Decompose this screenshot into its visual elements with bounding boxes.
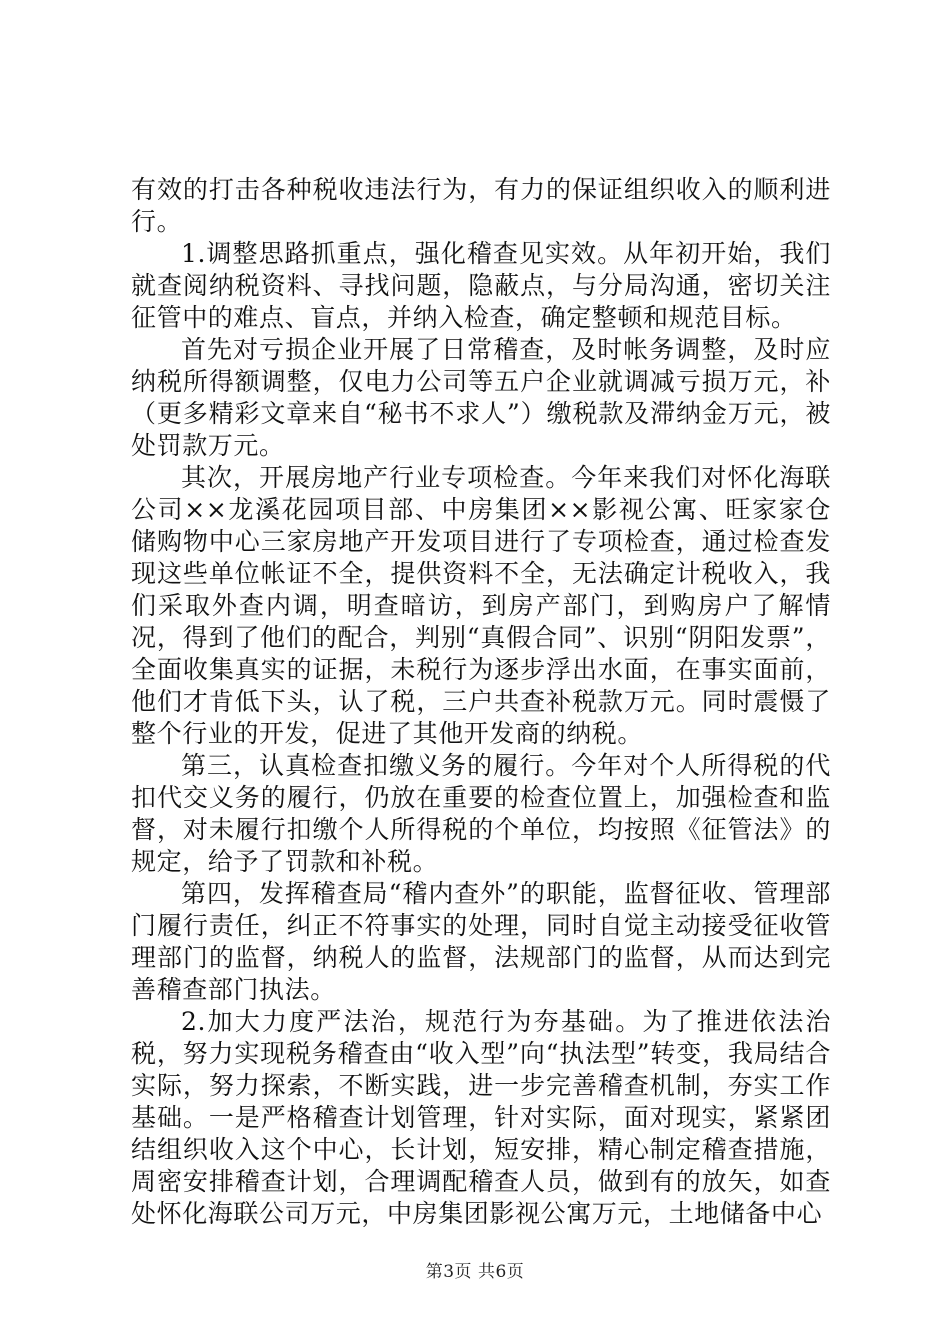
paragraph-real-estate: 其次，开展房地产行业专项检查。今年来我们对怀化海联公司××龙溪花园项目部、中房集团××影视公寓、旺家家仓储购物中心三家房地产开发项目进行了专项检查，通过检查发现这些单位帐证不全，提供资料不全，无法确定计税收入，我们采取外查内调，明查暗访，到房产部门，到购房户了解情况，得到了他们的配合，判别“真假合同”、识别“阴阳发票”，全面收集真实的证据，未税行为逐步浮出水面，在事实面前，他们才肯低下头，认了税，三户共查补税款万元。同时震慑了整个行业的开发，促进了其他开发商的纳税。 [131, 463, 831, 748]
document-body [131, 174, 831, 1230]
paragraph-section-1: 1.调整思路抓重点，强化稽查见实效。从年初开始，我们就查阅纳税资料、寻找问题，隐蔽点，与分局沟通，密切关注征管中的难点、盲点，并纳入检查，确定整顿和规范目标。 [131, 239, 831, 332]
page-footer: 第3页 共6页 [425, 1262, 525, 1282]
paragraph-continuation: 有效的打击各种税收违法行为，有力的保证组织收入的顺利进行。 [131, 175, 831, 236]
paragraph-supervision: 第四，发挥稽查局“稽内查外”的职能，监督征收、管理部门履行责任，纠正不符事实的处理，同时自觉主动接受征收管理部门的监督，纳税人的监督，法规部门的监督，从而达到完善稽查部门执法。 [131, 879, 831, 1004]
paragraph-loss-enterprises: 首先对亏损企业开展了日常稽查，及时帐务调整，及时应纳税所得额调整，仅电力公司等五户企业就调减亏损万元，补（更多精彩文章来自“秘书不求人”）缴税款及滞纳金万元，被处罚款万元。 [131, 335, 831, 460]
paragraph-withholding: 第三，认真检查扣缴义务的履行。今年对个人所得税的代扣代交义务的履行，仍放在重要的检查位置上，加强检查和监督，对未履行扣缴个人所得税的个单位，均按照《征管法》的规定，给予了罚款和补税。 [131, 751, 831, 876]
paragraph-section-2: 2.加大力度严法治，规范行为夯基础。为了推进依法治税，努力实现税务稽查由“收入型”向“执法型”转变，我局结合实际，努力探索，不断实践，进一步完善稽查机制，夯实工作基础。一是严格稽查计划管理，针对实际，面对现实，紧紧团结组织收入这个中心，长计划，短安排，精心制定稽查措施，周密安排稽查计划，合理调配稽查人员，做到有的放矢，如查处怀化海联公司万元，中房集团影视公寓万元，土地储备中心 [131, 1007, 831, 1228]
